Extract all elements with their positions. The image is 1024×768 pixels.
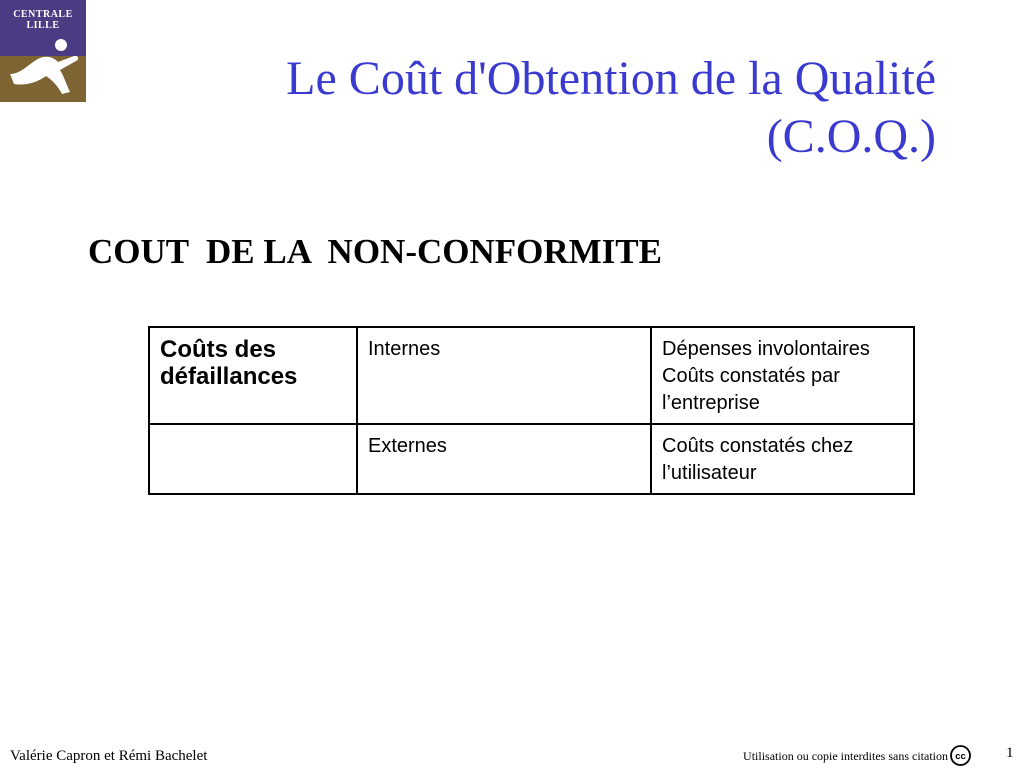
footer-license-notice: Utilisation ou copie interdites sans citation (743, 749, 948, 763)
table-row (149, 424, 914, 494)
section-heading: COUT DE LA NON-CONFORMITE (88, 232, 662, 271)
table-cell-description (651, 327, 914, 424)
table-cell-category (149, 424, 357, 494)
title-line-1: Le Coût d'Obtention de la Qualité (286, 52, 936, 105)
description-line: l’utilisateur (662, 462, 757, 484)
logo-line-1: CENTRALE (13, 9, 73, 20)
table-cell-type: Internes (357, 327, 651, 424)
table-row (149, 327, 914, 424)
footer-authors: Valérie Capron et Rémi Bachelet (10, 748, 208, 764)
table-cell-description (651, 424, 914, 494)
logo-line-2: LILLE (26, 20, 60, 31)
svg-text:cc: cc (955, 751, 966, 763)
description-line: l’entreprise (662, 392, 760, 414)
description-line: Dépenses involontaires (662, 338, 870, 360)
slide-title (286, 50, 936, 166)
creative-commons-icon (950, 745, 971, 766)
table-cell-category: Coûts des défaillances (149, 327, 357, 424)
page-number: 1 (1006, 745, 1014, 761)
description-line: Coûts constatés chez (662, 435, 854, 457)
school-logo (0, 0, 86, 102)
runner-figure-icon (0, 0, 86, 102)
costs-table (148, 326, 915, 495)
description-line: Coûts constatés par (662, 365, 840, 387)
table-cell-type: Externes (357, 424, 651, 494)
title-line-2: (C.O.Q.) (766, 110, 936, 163)
